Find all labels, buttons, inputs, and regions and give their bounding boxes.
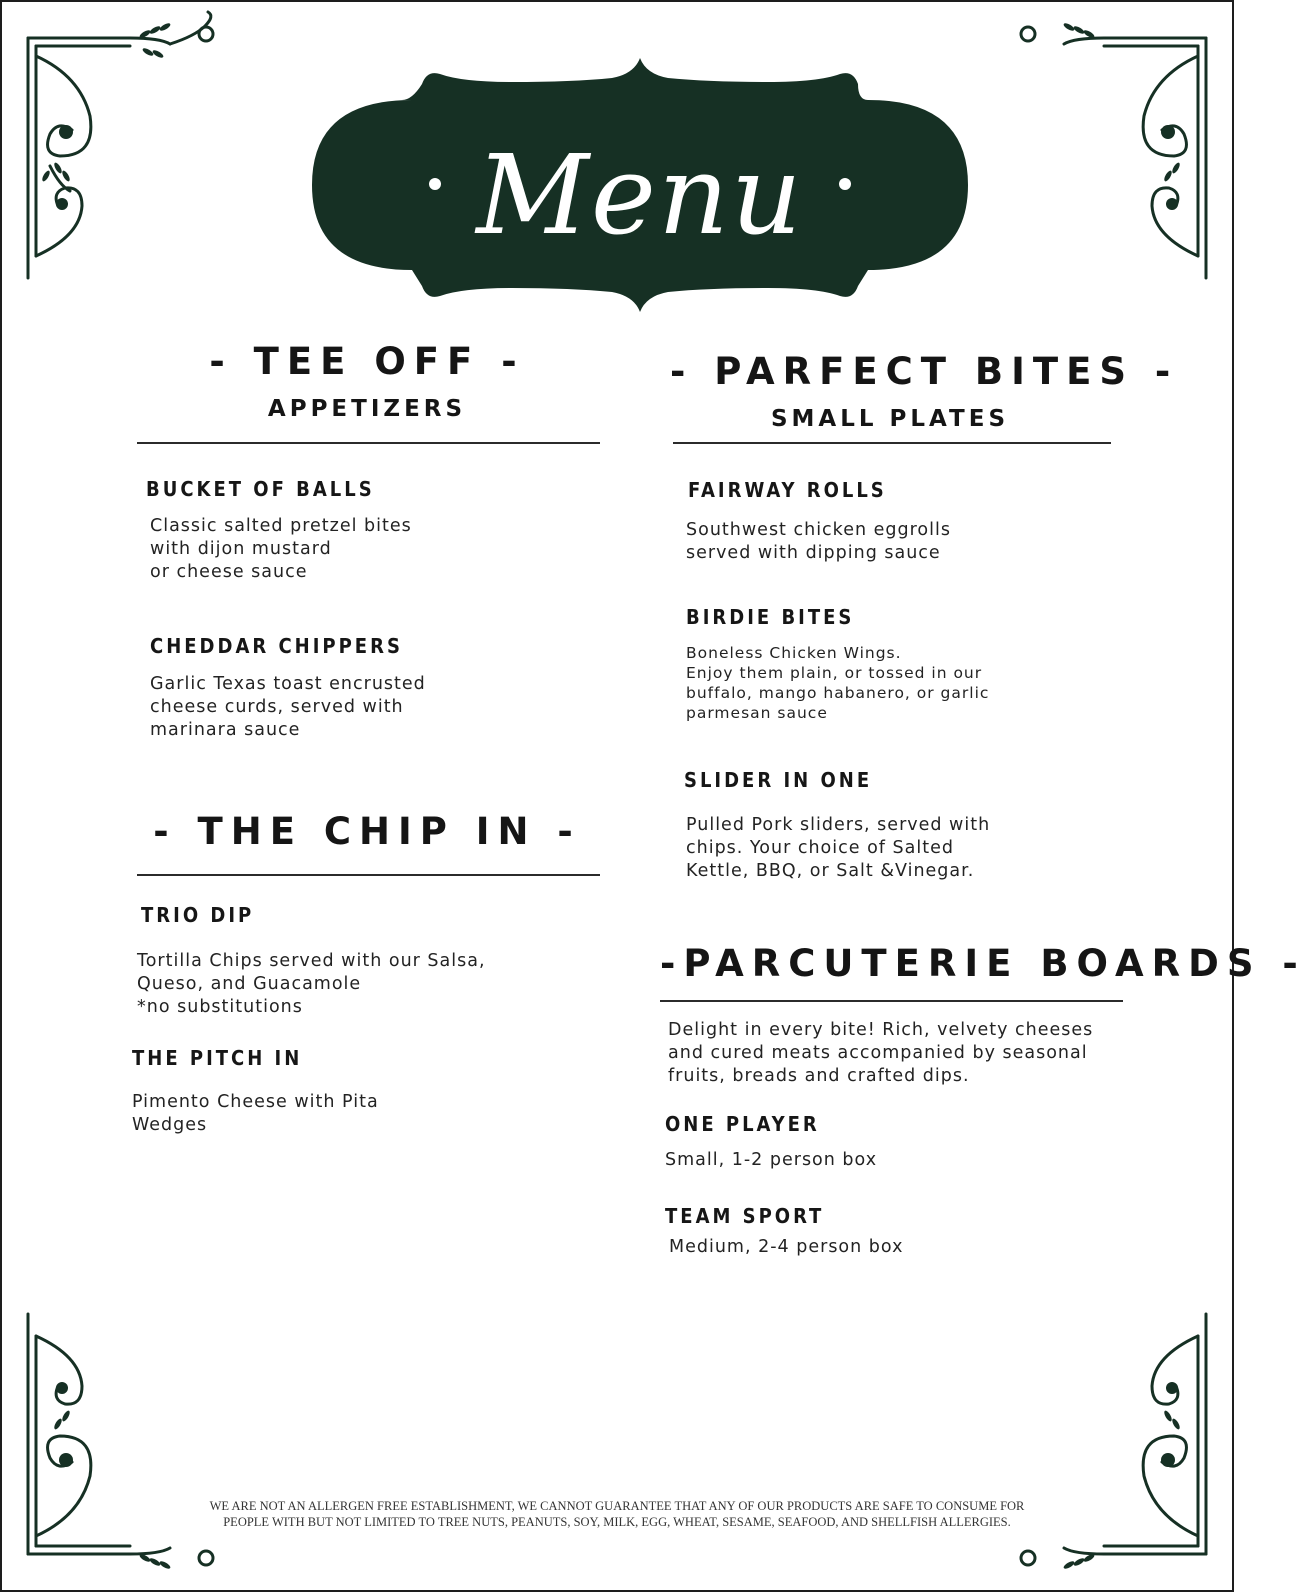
fairway-rolls-name: FAIRWAY ROLLS [688, 478, 887, 502]
fairway-rolls-description: Southwest chicken eggrolls served with dipping sauce [686, 520, 951, 563]
team-sport-name: TEAM SPORT [665, 1204, 825, 1228]
allergen-disclaimer: WE ARE NOT AN ALLERGEN FREE ESTABLISHMENT, WE CANNOT GUARANTEE THAT ANY OF OUR PRODUCTS ARE SAFE TO CONSUME FOR PEOPLE WITH BUT NOT LIMITED TO TREE NUTS, PEANUTS, SOY, MILK, EGG, WHEAT, SESAME, SEAFOOD, AND SHELLFISH ALLERGIES. [209, 1499, 1025, 1529]
cheddar-chippers-name: CHEDDAR CHIPPERS [150, 634, 403, 658]
cheddar-chippers-description: Garlic Texas toast encrusted cheese curds, served with marinara sauce [150, 674, 426, 740]
section-divider [137, 442, 600, 444]
menu-banner [312, 56, 968, 314]
trio-dip-name: TRIO DIP [141, 903, 255, 927]
section-divider [673, 442, 1111, 444]
corner-flourish-svg [1014, 16, 1214, 286]
corner-flourish-icon [1014, 1306, 1214, 1576]
corner-flourish-icon [20, 1306, 220, 1576]
corner-flourish-icon [1014, 16, 1214, 286]
pitch-in-description: Pimento Cheese with Pita Wedges [132, 1092, 379, 1135]
corner-flourish-svg [20, 16, 220, 286]
trio-dip-description: Tortilla Chips served with our Salsa, Queso, and Guacamole *no substitutions [137, 951, 486, 1017]
tee-off-title: - TEE OFF - [209, 340, 525, 383]
one-player-name: ONE PLAYER [665, 1112, 820, 1136]
birdie-bites-description: Boneless Chicken Wings. Enjoy them plain, or tossed in our buffalo, mango habanero, or garlic parmesan sauce [686, 644, 990, 722]
team-sport-description: Medium, 2-4 person box [669, 1237, 904, 1257]
parcuterie-description: Delight in every bite! Rich, velvety cheeses and cured meats accompanied by seasonal fruits, breads and crafted dips. [668, 1020, 1094, 1086]
tee-off-subtitle: APPETIZERS [267, 396, 467, 422]
chip-in-title: - THE CHIP IN - [153, 810, 581, 853]
corner-flourish-svg [1014, 1306, 1214, 1576]
parcuterie-title: -PARCUTERIE BOARDS - [660, 942, 1306, 985]
slider-in-one-name: SLIDER IN ONE [684, 768, 873, 792]
section-divider [137, 874, 600, 876]
parfect-bites-title: - PARFECT BITES - [670, 350, 1179, 393]
bucket-of-balls-description: Classic salted pretzel bites with dijon mustard or cheese sauce [150, 516, 412, 582]
menu-title: Menu [476, 131, 804, 259]
pitch-in-name: THE PITCH IN [132, 1046, 303, 1070]
corner-flourish-icon [20, 16, 220, 286]
parfect-bites-subtitle: SMALL PLATES [770, 406, 1010, 432]
slider-in-one-description: Pulled Pork sliders, served with chips. Your choice of Salted Kettle, BBQ, or Salt &Vinegar. [686, 815, 991, 881]
birdie-bites-name: BIRDIE BITES [686, 605, 855, 629]
section-divider [660, 1000, 1123, 1002]
bucket-of-balls-name: BUCKET OF BALLS [146, 477, 375, 501]
corner-flourish-svg [20, 1306, 220, 1576]
one-player-description: Small, 1-2 person box [665, 1150, 878, 1170]
